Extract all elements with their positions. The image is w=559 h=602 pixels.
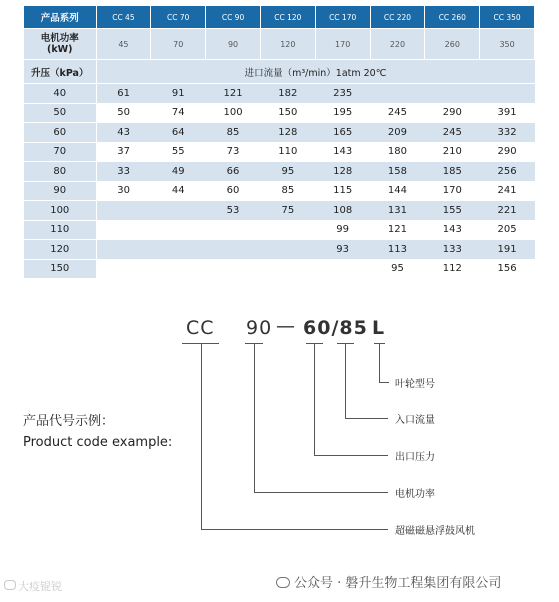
flow-cell: 66 — [206, 162, 261, 182]
account-text: 公众号 · 磐升生物工程集团有限公司 — [294, 576, 502, 591]
leader-impeller-h — [379, 382, 389, 383]
wechat-icon — [276, 577, 290, 588]
flow-cell: 235 — [315, 84, 370, 104]
power-cell: 220 — [370, 29, 425, 60]
flow-label: 进口流量（m³/min）1atm 20℃ — [96, 60, 535, 84]
flow-cell: 60 — [206, 181, 261, 201]
flow-cell: 95 — [260, 162, 315, 182]
flow-cell — [260, 220, 315, 240]
table-row — [24, 259, 535, 278]
flow-cell: 85 — [206, 123, 261, 143]
power-label: 电机功率 (kW) — [24, 29, 96, 60]
flow-cell: 170 — [425, 181, 480, 201]
flow-cell: 115 — [315, 181, 370, 201]
flow-cell — [260, 259, 315, 278]
leader-outlet-v — [314, 343, 315, 455]
flow-cell: 112 — [425, 259, 480, 278]
flow-cell: 55 — [151, 142, 206, 162]
flow-cell: 91 — [151, 84, 206, 104]
flow-cell: 156 — [480, 259, 535, 278]
power-cell: 70 — [151, 29, 206, 60]
flow-cell — [151, 201, 206, 221]
flow-cell: 53 — [206, 201, 261, 221]
flow-cell: 332 — [480, 123, 535, 143]
flow-cell: 391 — [480, 103, 535, 123]
model-header: CC 260 — [425, 6, 480, 29]
flow-cell: 205 — [480, 220, 535, 240]
flow-cell: 64 — [151, 123, 206, 143]
flow-cell — [151, 259, 206, 278]
label-impeller: 叶轮型号 — [395, 379, 435, 390]
code-part-cc: CC — [186, 317, 215, 339]
code-part-90: 90 — [246, 317, 273, 339]
flow-cell: 43 — [96, 123, 151, 143]
flow-cell: 245 — [425, 123, 480, 143]
pressure-label: 升压（kPa） — [24, 60, 96, 84]
flow-cell: 185 — [425, 162, 480, 182]
flow-cell: 155 — [425, 201, 480, 221]
flow-cell: 61 — [96, 84, 151, 104]
table-row — [24, 162, 535, 182]
flow-cell: 75 — [260, 201, 315, 221]
flow-cell — [96, 259, 151, 278]
spec-table — [24, 6, 535, 278]
example-title-en: Product code example: — [23, 435, 173, 450]
flow-cell: 245 — [370, 103, 425, 123]
pressure-cell: 110 — [24, 220, 96, 240]
flow-cell: 165 — [315, 123, 370, 143]
pressure-cell: 40 — [24, 84, 96, 104]
flow-cell: 37 — [96, 142, 151, 162]
label-inlet: 入口流量 — [395, 415, 435, 426]
leader-inlet-v — [345, 343, 346, 418]
code-part-dash: — — [276, 315, 296, 337]
label-machine: 超磁磁悬浮鼓风机 — [395, 526, 475, 537]
series-label: 产品系列 — [24, 6, 96, 29]
leader-motor-h — [254, 492, 388, 493]
example-title-cn: 产品代号示例： — [23, 414, 115, 429]
flow-cell — [206, 259, 261, 278]
leader-machine-v — [201, 343, 202, 529]
flow-cell — [96, 240, 151, 260]
model-header: CC 220 — [370, 6, 425, 29]
watermark-text: 大疫锟锐 — [18, 580, 62, 593]
flow-cell — [480, 84, 535, 104]
pressure-cell: 70 — [24, 142, 96, 162]
flow-cell — [206, 220, 261, 240]
label-motor: 电机功率 — [395, 489, 435, 500]
flow-cell: 290 — [480, 142, 535, 162]
flow-cell — [315, 259, 370, 278]
power-cell: 170 — [315, 29, 370, 60]
table-row — [24, 240, 535, 260]
header-row — [24, 6, 535, 29]
power-cell: 260 — [425, 29, 480, 60]
flow-cell: 110 — [260, 142, 315, 162]
flow-cell: 74 — [151, 103, 206, 123]
flow-cell — [151, 220, 206, 240]
flow-cell — [96, 220, 151, 240]
flow-cell: 33 — [96, 162, 151, 182]
pressure-cell: 150 — [24, 259, 96, 278]
leader-impeller-v — [379, 343, 380, 382]
table-row — [24, 220, 535, 240]
flow-cell: 128 — [260, 123, 315, 143]
flow-cell: 49 — [151, 162, 206, 182]
flow-cell: 108 — [315, 201, 370, 221]
flow-cell: 180 — [370, 142, 425, 162]
flow-cell: 143 — [425, 220, 480, 240]
flow-cell — [206, 240, 261, 260]
flow-cell: 113 — [370, 240, 425, 260]
model-header: CC 90 — [206, 6, 261, 29]
power-cell: 45 — [96, 29, 151, 60]
flow-cell: 131 — [370, 201, 425, 221]
power-cell: 350 — [480, 29, 535, 60]
power-cell: 120 — [260, 29, 315, 60]
model-header: CC 120 — [260, 6, 315, 29]
table-row — [24, 103, 535, 123]
pressure-cell: 60 — [24, 123, 96, 143]
pressure-cell: 80 — [24, 162, 96, 182]
table-row — [24, 201, 535, 221]
flow-cell: 121 — [206, 84, 261, 104]
flow-cell: 209 — [370, 123, 425, 143]
flow-cell — [370, 84, 425, 104]
watermark — [4, 578, 62, 594]
flow-cell: 191 — [480, 240, 535, 260]
pressure-cell: 120 — [24, 240, 96, 260]
pressure-cell: 100 — [24, 201, 96, 221]
flow-cell: 44 — [151, 181, 206, 201]
flow-cell: 182 — [260, 84, 315, 104]
flow-cell: 133 — [425, 240, 480, 260]
pressure-flow-row — [24, 60, 535, 84]
flow-cell — [425, 84, 480, 104]
power-cell: 90 — [206, 29, 261, 60]
label-outlet: 出口压力 — [395, 452, 435, 463]
model-header: CC 45 — [96, 6, 151, 29]
model-header: CC 70 — [151, 6, 206, 29]
wechat-account — [276, 572, 501, 591]
watermark-logo-icon — [4, 580, 16, 590]
leader-motor-v — [254, 343, 255, 492]
flow-cell: 143 — [315, 142, 370, 162]
flow-cell: 221 — [480, 201, 535, 221]
flow-cell — [260, 240, 315, 260]
table-row — [24, 84, 535, 104]
pressure-cell: 50 — [24, 103, 96, 123]
flow-cell: 30 — [96, 181, 151, 201]
leader-machine-h — [201, 529, 388, 530]
flow-cell: 144 — [370, 181, 425, 201]
leader-outlet-h — [314, 455, 388, 456]
flow-cell: 121 — [370, 220, 425, 240]
power-row — [24, 29, 535, 60]
flow-cell: 290 — [425, 103, 480, 123]
leader-inlet-h — [345, 418, 388, 419]
code-part-l: L — [372, 317, 386, 339]
flow-cell: 99 — [315, 220, 370, 240]
flow-cell: 158 — [370, 162, 425, 182]
table-row — [24, 123, 535, 143]
pressure-cell: 90 — [24, 181, 96, 201]
flow-cell: 256 — [480, 162, 535, 182]
flow-cell — [96, 201, 151, 221]
flow-cell: 241 — [480, 181, 535, 201]
model-header: CC 170 — [315, 6, 370, 29]
flow-cell: 50 — [96, 103, 151, 123]
flow-cell: 195 — [315, 103, 370, 123]
flow-cell: 95 — [370, 259, 425, 278]
table-row — [24, 181, 535, 201]
flow-cell: 73 — [206, 142, 261, 162]
flow-cell: 210 — [425, 142, 480, 162]
code-part-flow: 60/85 — [303, 317, 368, 339]
model-header: CC 350 — [480, 6, 535, 29]
flow-cell: 150 — [260, 103, 315, 123]
flow-cell: 85 — [260, 181, 315, 201]
flow-cell: 93 — [315, 240, 370, 260]
table-row — [24, 142, 535, 162]
flow-cell: 100 — [206, 103, 261, 123]
flow-cell: 128 — [315, 162, 370, 182]
flow-cell — [151, 240, 206, 260]
